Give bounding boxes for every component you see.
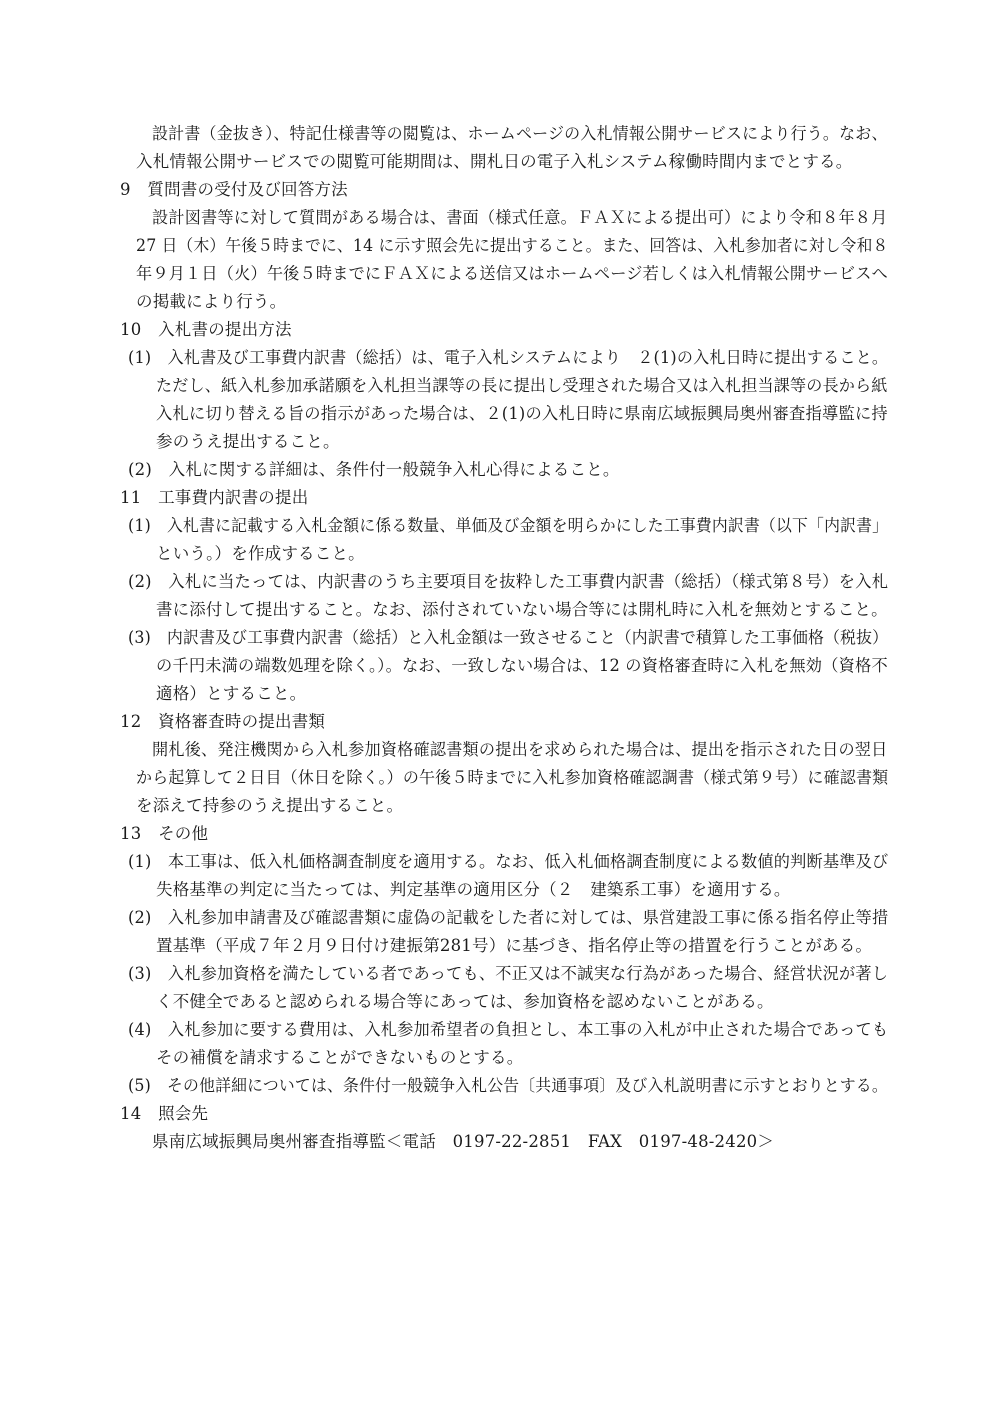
section8-text-line-2: 入札情報公開サービスでの閲覧可能期間は、開札日の電子入札システム稼働時間内までとする。 [136, 152, 853, 171]
section13-item2-line-2: 置基準（平成７年２月９日付け建振第281号）に基づき、指名停止等の措置を行うことがある。 [156, 936, 873, 955]
section13-item4-line-1: (4) 入札参加に要する費用は、入札参加希望者の負担とし、本工事の入札が中止された場合であっても [128, 1020, 889, 1039]
section11-item3-line-3: 適格）とすること。 [156, 684, 307, 703]
section13-item1-line-2: 失格基準の判定に当たっては、判定基準の適用区分（２ 建築系工事）を適用する。 [156, 880, 791, 899]
section14-heading: 14 照会先 [120, 1104, 209, 1123]
section10-item1-line-1: (1) 入札書及び工事費内訳書（総括）は、電子入札システムにより ２(1)の入札日時に提出すること。 [128, 348, 889, 367]
section9-text-line-1: 設計図書等に対して質問がある場合は、書面（様式任意。ＦＡＸによる提出可）により令和８年８月 [152, 208, 888, 227]
section13-item4-line-2: その補償を請求することができないものとする。 [156, 1048, 524, 1067]
section13-item5: (5) その他詳細については、条件付一般競争入札公告〔共通事項〕及び入札説明書に示すとおりとする。 [128, 1076, 888, 1095]
section10-item2: (2) 入札に関する詳細は、条件付一般競争入札心得によること。 [128, 460, 620, 479]
section9-text-line-4: の掲載により行う。 [136, 292, 287, 311]
section10-item1-line-3: 入札に切り替える旨の指示があった場合は、２(1)の入札日時に県南広域振興局奥州審査指導監に持 [156, 404, 888, 423]
section9-heading: 9 質問書の受付及び回答方法 [120, 180, 348, 199]
section13-item3-line-2: く不健全であると認められる場合等にあっては、参加資格を認めないことがある。 [156, 992, 774, 1011]
section12-text-line-3: を添えて持参のうえ提出すること。 [136, 796, 404, 815]
section13-heading: 13 その他 [120, 824, 209, 843]
section11-item3-line-2: の千円未満の端数処理を除く。）。なお、一致しない場合は、12 の資格審査時に入札を無効（資格不 [156, 656, 888, 675]
section13-item2-line-1: (2) 入札参加申請書及び確認書類に虚偽の記載をした者に対しては、県営建設工事に係る指名停止等措 [128, 908, 889, 927]
section12-heading: 12 資格審査時の提出書類 [120, 712, 326, 731]
section9-text-line-3: 年９月１日（火）午後５時までにＦＡＸによる送信又はホームページ若しくは入札情報公開サービスへ [136, 264, 888, 283]
section10-heading: 10 入札書の提出方法 [120, 320, 292, 339]
section10-item1-line-2: ただし、紙入札参加承諾願を入札担当課等の長に提出し受理された場合又は入札担当課等の長から紙 [156, 376, 888, 395]
section11-item1-line-2: という。）を作成すること。 [156, 544, 365, 563]
section11-item1-line-1: (1) 入札書に記載する入札金額に係る数量、単価及び金額を明らかにした工事費内訳書（以下「内訳書」 [128, 516, 889, 535]
section14-contact: 県南広域振興局奥州審査指導監＜電話 0197-22-2851 FAX 0197-48-2420＞ [152, 1132, 775, 1151]
section9-text-line-2: 27 日（木）午後５時までに、14 に示す照会先に提出すること。また、回答は、入札参加者に対し令和８ [136, 236, 889, 255]
section11-heading: 11 工事費内訳書の提出 [120, 488, 309, 507]
section11-item2-line-1: (2) 入札に当たっては、内訳書のうち主要項目を抜粋した工事費内訳書（総括）（様式第８号）を入札 [128, 572, 889, 591]
section13-item3-line-1: (3) 入札参加資格を満たしている者であっても、不正又は不誠実な行為があった場合、経営状況が著し [128, 964, 889, 983]
section8-text-line-1: 設計書（金抜き）、特記仕様書等の閲覧は、ホームページの入札情報公開サービスにより行う。なお、 [152, 124, 888, 143]
section11-item3-line-1: (3) 内訳書及び工事費内訳書（総括）と入札金額は一致させること（内訳書で積算した工事価格（税抜） [128, 628, 889, 647]
section11-item2-line-2: 書に添付して提出すること。なお、添付されていない場合等には開札時に入札を無効とすること。 [156, 600, 888, 619]
section12-text-line-1: 開札後、発注機関から入札参加資格確認書類の提出を求められた場合は、提出を指示された日の翌日 [152, 740, 888, 759]
section12-text-line-2: から起算して２日目（休日を除く。）の午後５時までに入札参加資格確認調書（様式第９号）に確認書類 [136, 768, 889, 787]
section10-item1-line-4: 参のうえ提出すること。 [156, 432, 340, 451]
section13-item1-line-1: (1) 本工事は、低入札価格調査制度を適用する。なお、低入札価格調査制度による数値的判断基準及び [128, 852, 889, 871]
